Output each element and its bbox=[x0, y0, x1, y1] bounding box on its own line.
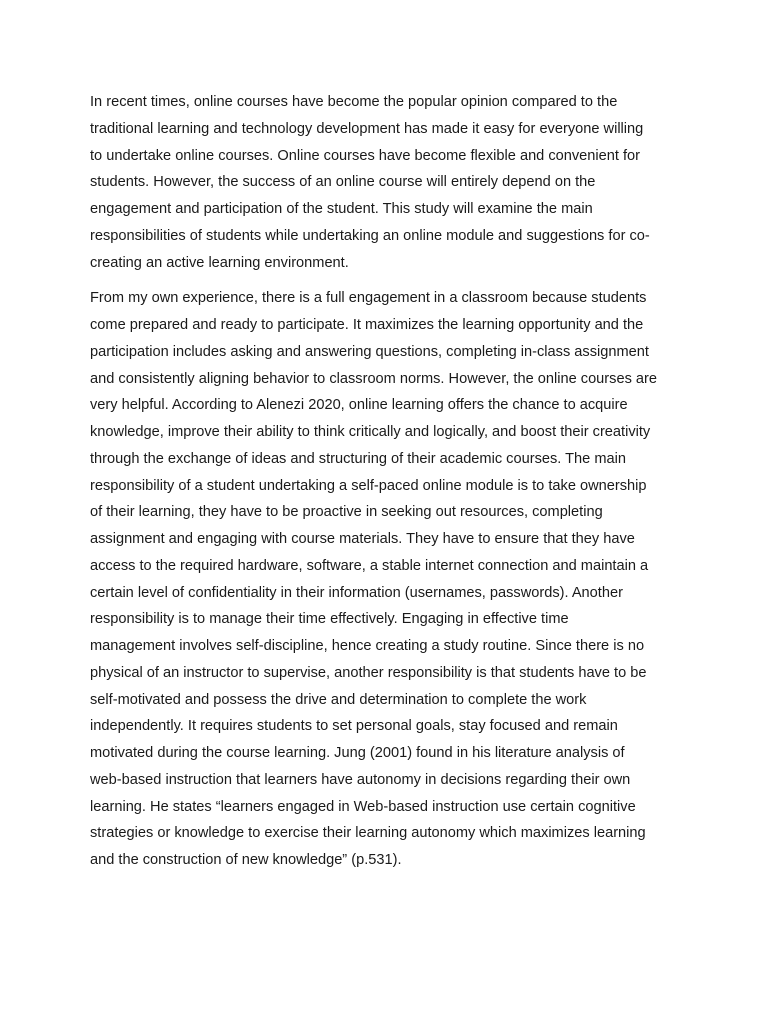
paragraph-experience: From my own experience, there is a full engagement in a classroom because students come prepared and ready to participate. It maximizes the learning opportunity and the participation includes asking and answering questions, completing in-class assignment and consistently aligning behavior to classroom norms. However, the online courses are very helpful. According to Alenezi 2020, online learning offers the chance to acquire knowledge, improve their ability to think critically and logically, and boost their creativity through the exchange of ideas and structuring of their academic courses. The main responsibility of a student undertaking a self-paced online module is to take ownership of their learning, they have to be proactive in seeking out resources, completing assignment and engaging with course materials. They have to ensure that they have access to the required hardware, software, a stable internet connection and maintain a certain level of confidentiality in their information (usernames, passwords). Another responsibility is to manage their time effectively. Engaging in effective time management involves self-discipline, hence creating a study routine. Since there is no physical of an instructor to supervise, another responsibility is that students have to be self-motivated and possess the drive and determination to complete the work independently. It requires students to set personal goals, stay focused and remain motivated during the course learning. Jung (2001) found in his literature analysis of web-based instruction that learners have autonomy in decisions regarding their own learning. He states “learners engaged in Web-based instruction use certain cognitive strategies or knowledge to exercise their learning autonomy which maximizes learning and the construction of new knowledge” (p.531). bbox=[90, 290, 658, 868]
paragraph-introduction: In recent times, online courses have become the popular opinion compared to the traditional learning and technology development has made it easy for everyone willing to undertake online courses. Online courses have become flexible and convenient for students. However, the success of an online course will entirely depend on the engagement and participation of the student. This study will examine the main responsibilities of students while undertaking an online module and suggestions for co- creating an active learning environment. bbox=[90, 94, 650, 271]
document-body bbox=[90, 89, 682, 874]
